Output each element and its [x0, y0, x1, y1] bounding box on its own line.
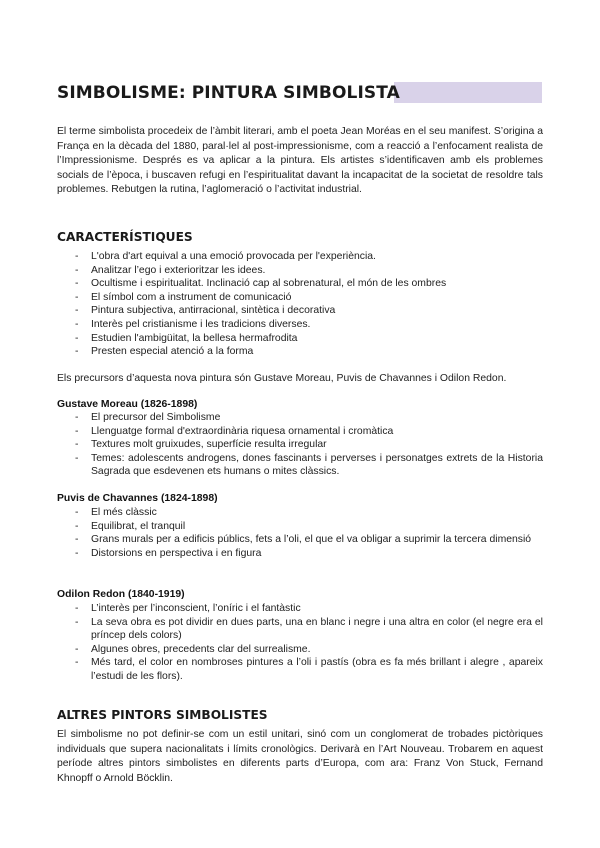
list-item: - L'obra d'art equival a una emoció provocada per l'experiència. — [75, 251, 376, 262]
list-item: - Interès pel cristianisme i les tradicions diverses. — [75, 318, 311, 330]
moreau-heading: Gustave Moreau (1826-1898) — [57, 399, 198, 410]
characteristics-list — [57, 250, 543, 359]
list-item: - Més tard, el color en nombroses pintures a l’oli i pastís (obra es fa més brillant i alegre , apareix l’estudi de les flors). — [75, 657, 543, 682]
list-item: - Textures molt gruixudes, superfície resulta irregular — [75, 439, 327, 451]
list-item: - Ocultisme i espiritualitat. Inclinació cap al sobrenatural, el món de les ombres — [75, 278, 447, 290]
others-heading: ALTRES PINTORS SIMBOLISTES — [57, 708, 268, 722]
redon-heading: Odilon Redon (1840-1919) — [57, 589, 185, 600]
list-item: - Presten especial atenció a la forma — [75, 346, 254, 358]
list-item: - Equilibrat, el tranquil — [75, 520, 186, 532]
list-item: - El més clàssic — [75, 507, 157, 518]
precursors-paragraph: Els precursors d’aquesta nova pintura són Gustave Moreau, Puvis de Chavannes i Odilon Redon. — [57, 373, 507, 384]
chavannes-list — [57, 506, 543, 560]
list-item: - El precursor del Simbolisme — [75, 412, 221, 423]
list-item: - Analitzar l’ego i exterioritzar les idees. — [75, 264, 266, 276]
list-item: - Distorsions en perspectiva i en figura — [75, 547, 262, 559]
others-paragraph: El simbolisme no pot definir-se com un estil unitari, sinó com un conglomerat de trobades pictòriques individuals que supera nacionalitats i límits cronològics. Derivarà en l’Art Nouveau. Trobarem en aquest període altres pintors simbolistes en diferents parts d’Europa, com ara: Franz Von Stuck, Fernand Khnopff o Arnold Böcklin. — [57, 729, 543, 784]
page-title: SIMBOLISME: PINTURA SIMBOLISTA — [57, 83, 400, 103]
list-item: - Temes: adolescents androgens, dones fascinants i perverses i personatges extrets de la Historia Sagrada que esdevenen ets humans o mites clàssics. — [75, 452, 543, 478]
list-item: - Algunes obres, precedents clar del surrealisme. — [75, 643, 311, 655]
redon-list — [57, 602, 543, 684]
chavannes-heading: Puvis de Chavannes (1824-1898) — [57, 493, 218, 504]
characteristics-heading: CARACTERÍSTIQUES — [57, 230, 193, 244]
intro-paragraph: El terme simbolista procedeix de l’àmbit literari, amb el poeta Jean Moréas en el seu manifest. S’origina a França en la dècada del 1880, paral·lel al post-impressionisme, com a reacció a l’enfocament realista de l’Impressionisme. Després es va aplicar a la pintura. Els artistes s’identificaven amb els problemes socials de l’època, i buscaven refugi en l’espiritualitat davant la incapacitat de la societat de resoldre tals problemes. Rebutgen la rutina, l’aglomeració o l’activitat industrial. — [57, 126, 543, 196]
list-item: - Grans murals per a edificis públics, fets a l’oli, el que el va obligar a suprimir la tercera dimensió — [75, 534, 532, 546]
list-item: - Pintura subjectiva, antirracional, sintètica i decorativa — [75, 305, 336, 317]
list-item: - Llenguatge formal d'extraordinària riquesa ornamental i cromàtica — [75, 425, 394, 437]
moreau-list — [57, 411, 543, 479]
title-block — [57, 82, 542, 104]
title-highlight — [394, 82, 542, 103]
list-item: - L’interès per l’inconscient, l’oníric i el fantàstic — [75, 603, 301, 614]
list-item: - El símbol com a instrument de comunicació — [75, 291, 292, 303]
list-item: - Estudien l'ambigüitat, la bellesa hermafrodita — [75, 332, 298, 344]
list-item: - La seva obra es pot dividir en dues parts, una en blanc i negre i una altra en color (el negre era el príncep dels colors) — [75, 616, 543, 642]
